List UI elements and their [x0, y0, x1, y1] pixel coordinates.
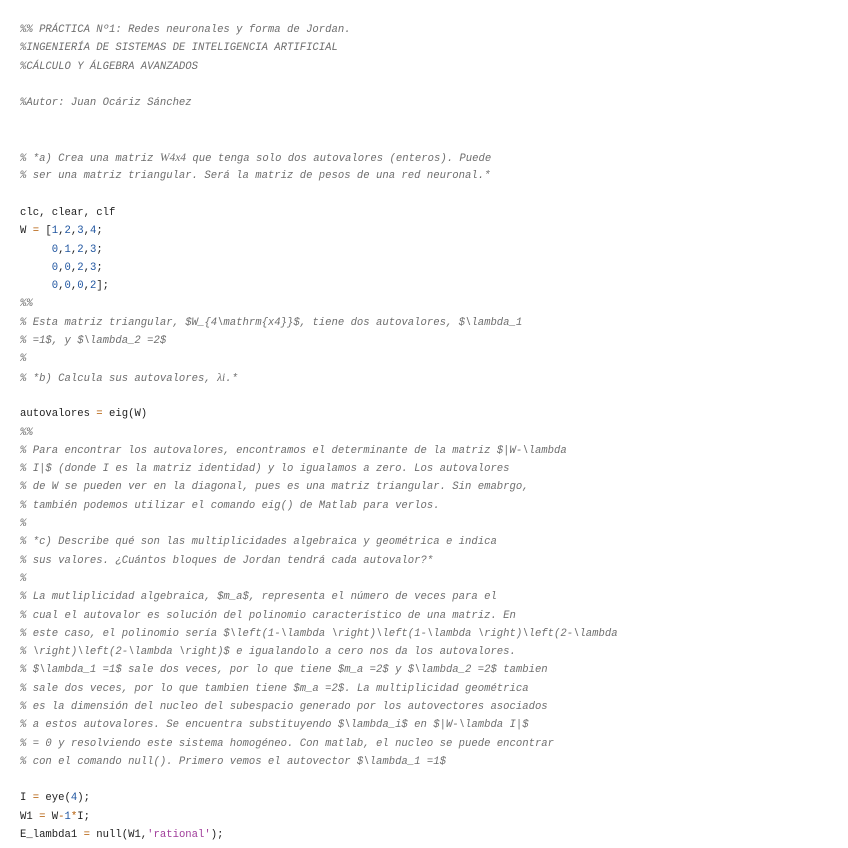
line-text: , — [83, 261, 90, 274]
line-text: % es la dimensión del nucleo del subespacio generado por los autovectores asociados — [20, 700, 548, 713]
number-token: 1 — [64, 810, 71, 823]
line-text: .* — [225, 372, 238, 385]
comment-line[interactable] — [20, 607, 840, 625]
number-token: 2 — [89, 280, 97, 293]
line-text: % = 0 y resolviendo este sistema homogéneo. Con matlab, el nucleo se puede encontrar — [20, 737, 555, 750]
line-text: %% PRÁCTICA Nº1: Redes neuronales y forma de Jordan. — [20, 24, 351, 36]
blank-line — [20, 771, 840, 789]
line-text: I — [20, 792, 33, 805]
comment-line[interactable] — [20, 753, 840, 771]
line-text: % de W se pueden ver en la diagonal, pues es una matriz triangular. Sin emabrgo, — [20, 481, 529, 494]
line-text: , — [58, 280, 65, 293]
number-token: 0 — [51, 261, 59, 274]
math-symbol: λi — [217, 371, 226, 384]
comment-line[interactable] — [20, 460, 840, 478]
line-text: % ser una matriz triangular. Será la matriz de pesos de una red neuronal.* — [20, 170, 491, 183]
blank-line — [20, 76, 840, 94]
comment-line[interactable] — [20, 295, 840, 313]
comment-line[interactable] — [20, 698, 840, 716]
line-text: ; — [96, 225, 103, 238]
number-token: 0 — [64, 261, 71, 274]
string-token: 'rational' — [147, 829, 211, 841]
comment-line[interactable] — [20, 643, 840, 661]
operator-token: - — [58, 810, 65, 823]
number-token: 0 — [51, 243, 59, 256]
line-text: %Autor: Juan Ocáriz Sánchez — [20, 97, 192, 110]
line-text: , — [58, 261, 65, 274]
line-text: % Esta matriz triangular, $W_{4\mathrm{x4}}$, tiene dos autovalores, $\lambda_1 — [20, 316, 523, 329]
line-text: % cual el autovalor es solución del polinomio característico de una matriz. En — [20, 609, 516, 622]
comment-line[interactable] — [20, 497, 840, 515]
line-text: , — [70, 280, 78, 293]
comment-line[interactable] — [20, 680, 840, 698]
line-text: % Para encontrar los autovalores, encontramos el determinante de la matriz $|W-\lambda — [20, 444, 567, 457]
number-token: 1 — [64, 243, 71, 256]
line-text: % \right)\left(2-\lambda \right)$ e igualandolo a cero nos da los autovalores. — [20, 646, 516, 659]
line-text: % — [20, 518, 27, 531]
line-text: eig(W) — [102, 408, 148, 421]
line-text: % a estos autovalores. Se encuentra substituyendo $\lambda_i$ en $|W-\lambda I|$ — [20, 719, 529, 732]
line-text: autovalores — [20, 408, 97, 421]
line-text: % $\lambda_1 =1$ sale dos veces, por lo que tiene $m_a =2$ y $\lambda_2 =2$ tambien — [20, 664, 548, 677]
comment-line[interactable] — [20, 661, 840, 679]
code-line[interactable] — [20, 277, 840, 295]
line-text: , — [70, 243, 78, 256]
comment-line[interactable] — [20, 552, 840, 570]
blank-line — [20, 131, 840, 149]
number-token: 3 — [89, 261, 97, 274]
number-token: 0 — [77, 280, 84, 293]
comment-line[interactable] — [20, 39, 840, 57]
line-text: %% — [20, 298, 33, 311]
comment-line[interactable] — [20, 167, 840, 185]
line-text: ); — [77, 792, 90, 805]
comment-line[interactable] — [20, 588, 840, 606]
number-token: 4 — [70, 792, 78, 805]
line-text: % — [20, 572, 27, 585]
line-text: E_lambda1 — [20, 829, 84, 841]
line-text: ; — [96, 261, 103, 274]
operator-token: = — [83, 829, 90, 841]
line-text: % *c) Describe qué son las multiplicidades algebraica y geométrica e indica — [20, 536, 497, 549]
comment-line[interactable] — [20, 478, 840, 496]
operator-token: = — [39, 810, 46, 823]
math-symbol: W4x4 — [159, 152, 187, 165]
line-text: [ — [39, 225, 52, 238]
line-text: % con el comando null(). Primero vemos el autovector $\lambda_1 =1$ — [20, 755, 446, 768]
line-text: W1 — [20, 810, 40, 823]
line-text: ); — [210, 829, 224, 841]
code-line[interactable] — [20, 826, 840, 841]
number-token: 2 — [77, 261, 84, 274]
line-text: % sus valores. ¿Cuántos bloques de Jordan tendrá cada autovalor?* — [20, 554, 434, 567]
comment-line[interactable] — [20, 369, 840, 387]
comment-line[interactable] — [20, 515, 840, 533]
line-text: clc, clear, clf — [20, 206, 116, 219]
number-token: 0 — [51, 280, 59, 293]
comment-line[interactable] — [20, 735, 840, 753]
line-text: W — [45, 810, 59, 823]
line-text: , — [58, 243, 65, 256]
comment-line[interactable] — [20, 21, 840, 39]
number-token: 3 — [89, 243, 97, 256]
number-token: 1 — [51, 225, 59, 238]
line-text: % =1$, y $\lambda_2 =2$ — [20, 335, 167, 348]
comment-line[interactable] — [20, 533, 840, 551]
line-text: , — [70, 225, 78, 238]
comment-line[interactable] — [20, 149, 840, 167]
code-line[interactable] — [20, 405, 840, 423]
code-line[interactable] — [20, 789, 840, 807]
line-text: %CÁLCULO Y ÁLGEBRA AVANZADOS — [20, 60, 199, 73]
line-text: , — [83, 225, 90, 238]
comment-line[interactable] — [20, 442, 840, 460]
comment-line[interactable] — [20, 625, 840, 643]
line-text: % sale dos veces, por lo que tambien tiene $m_a =2$. La multiplicidad geométrica — [20, 682, 529, 695]
line-text: , — [83, 243, 90, 256]
line-text: W — [20, 225, 33, 238]
line-text: , — [83, 280, 90, 293]
line-text: , — [70, 261, 78, 274]
line-text — [20, 244, 52, 256]
comment-line[interactable] — [20, 332, 840, 350]
comment-line[interactable] — [20, 350, 840, 368]
line-text: % — [20, 353, 27, 366]
line-text: eye( — [39, 792, 71, 805]
blank-line — [20, 387, 840, 405]
number-token: 3 — [77, 225, 84, 238]
line-text: que tenga solo dos autovalores (enteros). Puede — [186, 153, 492, 166]
comment-line[interactable] — [20, 94, 840, 112]
number-token: 4 — [89, 225, 97, 238]
line-text: % *b) Calcula sus autovalores, — [20, 372, 218, 385]
line-text: null(W1, — [89, 829, 148, 841]
line-text: % La mutliplicidad algebraica, $m_a$, representa el número de veces para el — [20, 591, 497, 604]
line-text: , — [58, 225, 65, 238]
number-token: 2 — [77, 243, 84, 256]
code-line[interactable] — [20, 259, 840, 277]
comment-line[interactable] — [20, 716, 840, 734]
line-text — [20, 280, 52, 292]
line-text: ]; — [96, 280, 110, 293]
code-line[interactable] — [20, 204, 840, 222]
comment-line[interactable] — [20, 424, 840, 442]
code-line[interactable] — [20, 241, 840, 259]
code-line[interactable] — [20, 222, 840, 240]
line-text: % este caso, el polinomio sería $\left(1-\lambda \right)\left(1-\lambda \right)\left(2-\lambda — [20, 627, 618, 640]
operator-token: = — [32, 225, 40, 238]
number-token: 0 — [64, 280, 71, 293]
code-line[interactable] — [20, 808, 840, 826]
line-text: %INGENIERÍA DE SISTEMAS DE INTELIGENCIA ARTIFICIAL — [20, 42, 338, 55]
number-token: 2 — [64, 225, 71, 238]
operator-token: * — [70, 810, 78, 823]
live-script-editor[interactable] — [20, 21, 840, 841]
line-text — [20, 262, 52, 274]
line-text: ; — [96, 243, 103, 256]
line-text: % I|$ (donde I es la matriz identidad) y lo igualamos a zero. Los autovalores — [20, 463, 510, 476]
operator-token: = — [32, 792, 40, 805]
blank-line — [20, 112, 840, 130]
line-text: % *a) Crea una matriz — [20, 153, 160, 166]
line-text: %% — [20, 426, 33, 439]
comment-line[interactable] — [20, 314, 840, 332]
blank-line — [20, 186, 840, 204]
line-text: I; — [77, 810, 90, 823]
line-text: % también podemos utilizar el comando eig() de Matlab para verlos. — [20, 499, 440, 512]
comment-line[interactable] — [20, 570, 840, 588]
comment-line[interactable] — [20, 58, 840, 76]
operator-token: = — [96, 408, 103, 421]
